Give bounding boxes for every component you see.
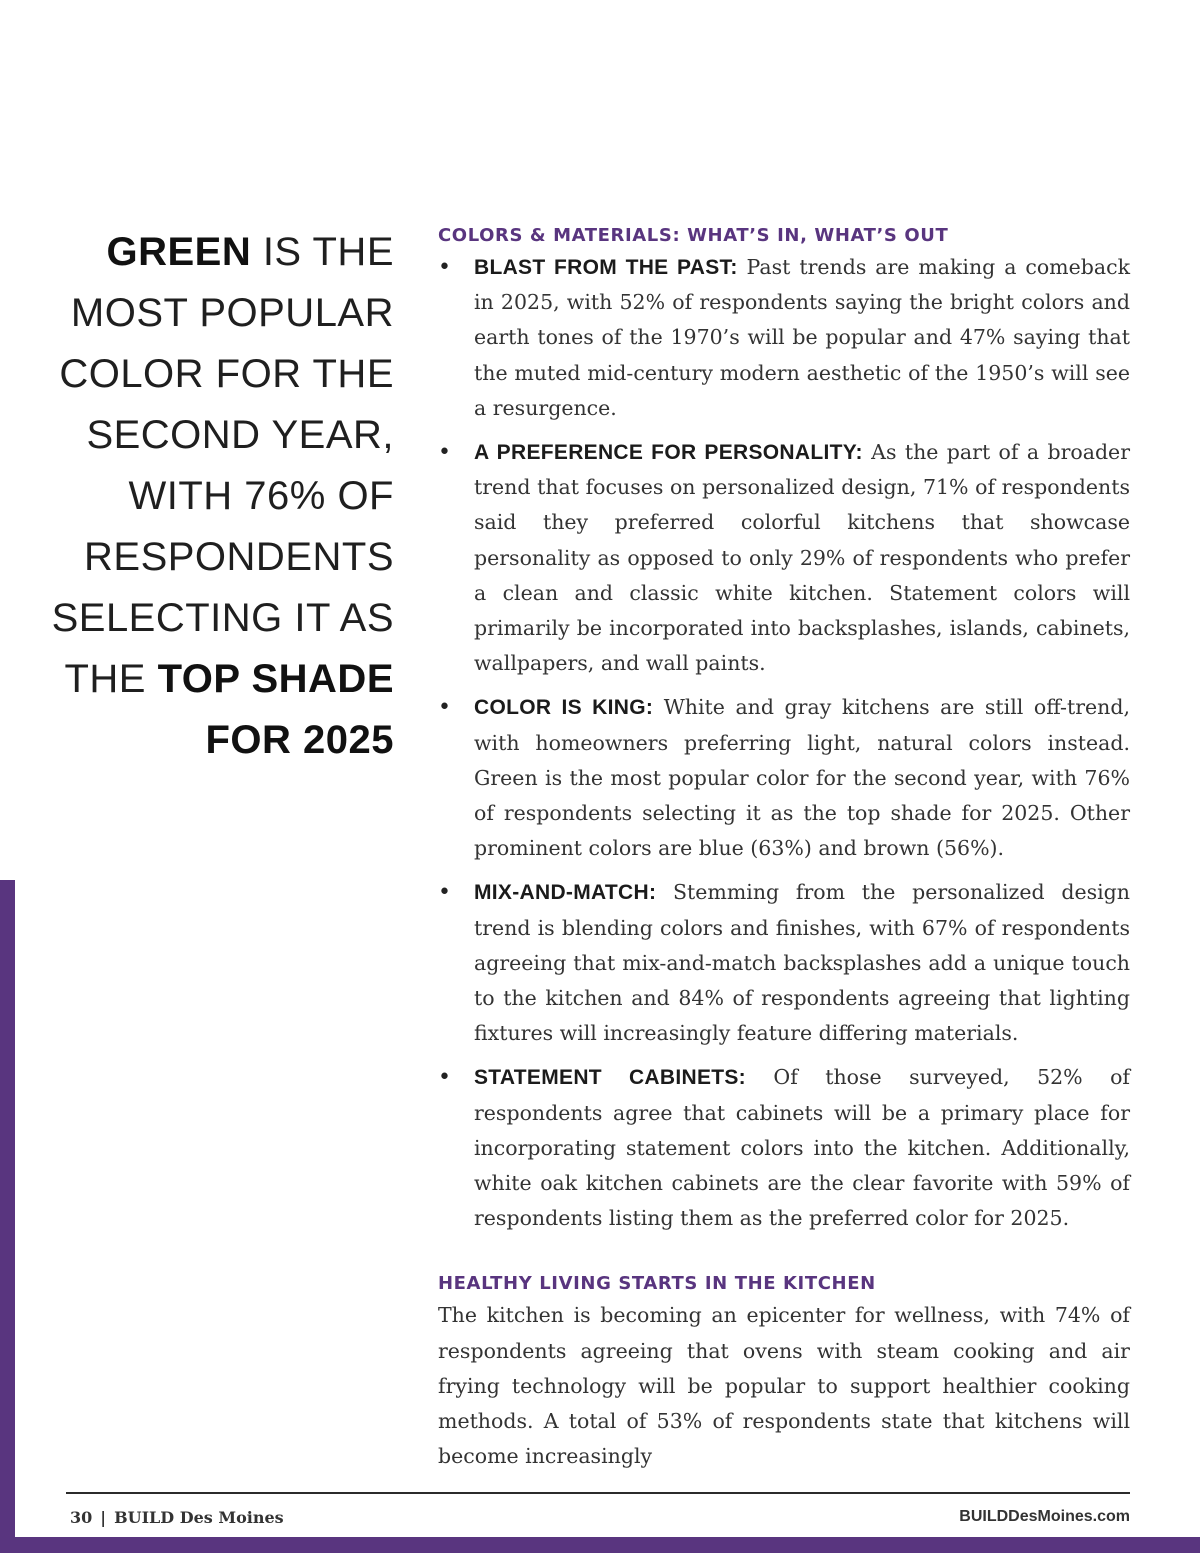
left-accent-bar	[0, 880, 15, 1553]
publication-name: BUILD Des Moines	[114, 1508, 284, 1527]
bullet-icon: •	[438, 255, 451, 280]
pull-quote	[40, 222, 394, 771]
bullet-icon: •	[438, 880, 451, 906]
bullet-icon: •	[438, 695, 451, 721]
list-item-lead: COLOR IS KING:	[474, 696, 654, 720]
list-item	[438, 875, 1130, 1051]
list-item-lead: MIX-AND-MATCH:	[474, 881, 657, 905]
list-item	[438, 250, 1130, 426]
main-article-column	[438, 222, 1130, 1475]
list-item-text: White and gray kitchens are still off-trend, with homeowners preferring light, natural colors instead. Green is the most popular color for the second year, with 76% of respondents selecting it as the top shade for 2025. Other prominent colors are blue (63%) and brown (56%).	[474, 695, 1130, 861]
list-item-lead: A PREFERENCE FOR PERSONALITY:	[474, 441, 863, 465]
list-item-text: Stemming from the personalized design trend is blending colors and finishes, with 67% of respondents agreeing that mix-and-match backsplashes add a unique touch to the kitchen and 84% of respondents agreeing that lighting fixtures will increasingly feature differing materials.	[474, 880, 1130, 1046]
footer-folio	[70, 1508, 284, 1527]
footer-website: BUILDDesMoines.com	[959, 1508, 1130, 1525]
healthy-section-heading: HEALTHY LIVING STARTS IN THE KITCHEN	[438, 1273, 876, 1295]
bullet-icon: •	[438, 1065, 451, 1091]
list-item-text: As the part of a broader trend that focuses on personalized design, 71% of respondents said they preferred colorful kitchens that showcase personality as opposed to only 29% of respondents who prefer a clean and classic white kitchen. Statement colors will primarily be incorporated into backsplashes, islands, cabinets, wallpapers, and wall paints.	[474, 440, 1130, 676]
colors-section-heading: COLORS & MATERIALS: WHAT’S IN, WHAT’S OUT	[438, 225, 949, 246]
bottom-accent-bar	[0, 1537, 1200, 1553]
list-item	[438, 435, 1130, 681]
list-item-text: Past trends are making a comeback in 2025, with 52% of respondents saying the bright colors and earth tones of the 1970’s will be popular and 47% saying that the muted mid-century modern aesthetic of the 1950’s will see a resurgence.	[474, 255, 1130, 420]
footer-separator: |	[100, 1508, 107, 1527]
page-number: 30	[70, 1508, 93, 1527]
footer-divider	[66, 1492, 1130, 1494]
bullet-icon: •	[438, 440, 451, 466]
list-item	[438, 1060, 1130, 1236]
list-item-lead: BLAST FROM THE PAST:	[474, 256, 738, 279]
list-item	[438, 690, 1130, 866]
pull-quote-middle: IS THE MOST POPULAR COLOR FOR THE SECOND YEAR, WITH 76% OF RESPONDENTS SELECTING IT AS THE	[51, 230, 394, 701]
healthy-section-body: The kitchen is becoming an epicenter for wellness, with 74% of respondents agreeing that ovens with steam cooking and air frying technology will be popular to support healthier cooking methods. A total of 53% of respondents state that kitchens will become increasingly	[438, 1303, 1130, 1469]
pull-quote-bold-start: GREEN	[106, 230, 252, 274]
pull-quote-bold-end: TOP SHADE FOR 2025	[157, 657, 394, 762]
trend-list	[438, 250, 1130, 1236]
list-item-lead: STATEMENT CABINETS:	[474, 1066, 746, 1090]
list-item-text: Of those surveyed, 52% of respondents agree that cabinets will be a primary place for incorporating statement colors into the kitchen. Additionally, white oak kitchen cabinets are the clear favorite with 59% of respondents listing them as the preferred color for 2025.	[474, 1065, 1130, 1231]
